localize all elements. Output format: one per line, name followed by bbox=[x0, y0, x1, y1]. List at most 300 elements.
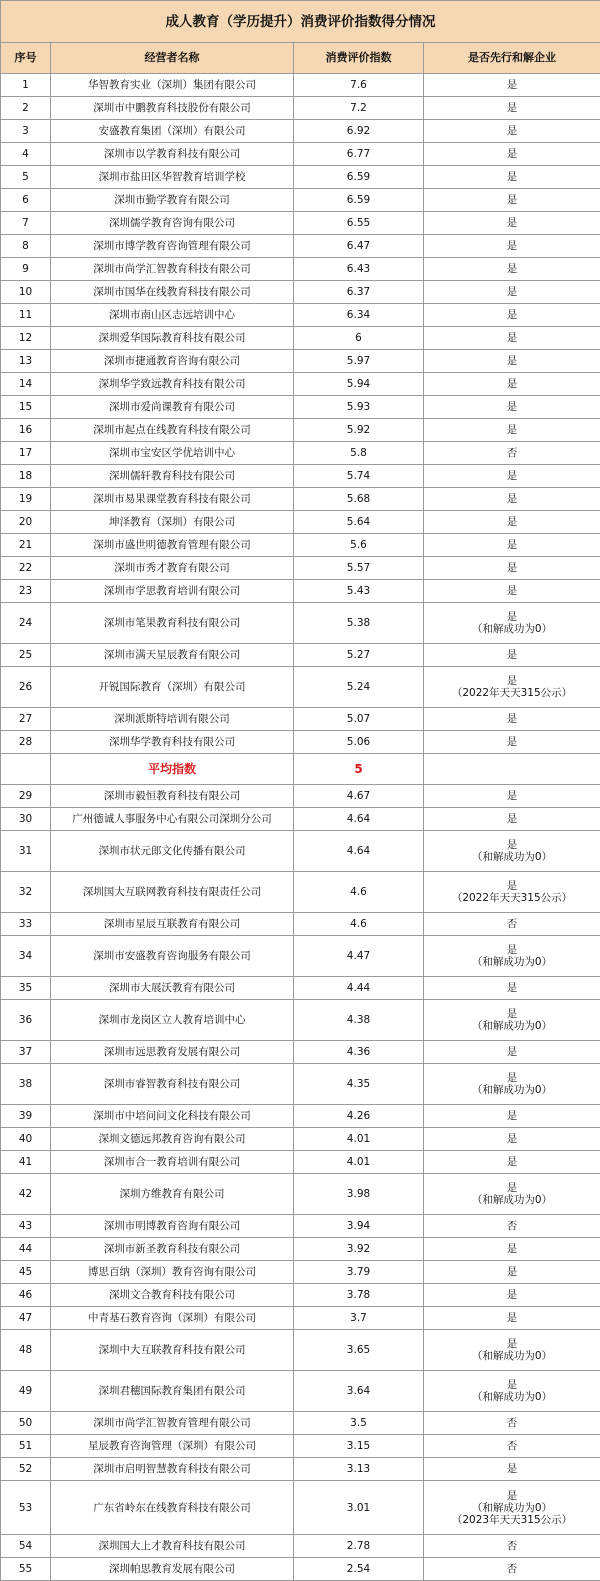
row-number: 12 bbox=[1, 327, 51, 350]
operator-name: 中青基石教育咨询（深圳）有限公司 bbox=[51, 1307, 294, 1330]
settlement-status: 是 bbox=[426, 813, 598, 825]
operator-name: 深圳市博学教育咨询管理有限公司 bbox=[51, 235, 294, 258]
operator-name: 华智教育实业（深圳）集团有限公司 bbox=[51, 74, 294, 97]
settlement-status: 是 bbox=[426, 79, 598, 91]
operator-name: 深圳华学致远教育科技有限公司 bbox=[51, 373, 294, 396]
header-index: 消费评价指数 bbox=[294, 43, 424, 74]
title-row bbox=[1, 1, 600, 43]
evaluation-index: 6.59 bbox=[294, 189, 424, 212]
table-row bbox=[1, 1558, 600, 1581]
operator-name: 深圳市以学教育科技有限公司 bbox=[51, 143, 294, 166]
operator-name: 深圳市明博教育咨询有限公司 bbox=[51, 1215, 294, 1238]
settlement-status: 是 bbox=[426, 125, 598, 137]
settlement-result bbox=[424, 1261, 600, 1284]
operator-name: 广州德诚人事服务中心有限公司深圳分公司 bbox=[51, 808, 294, 831]
settlement-result bbox=[424, 831, 600, 872]
settlement-status: 是 bbox=[426, 194, 598, 206]
row-number: 18 bbox=[1, 465, 51, 488]
operator-name: 深圳市毅恒教育科技有限公司 bbox=[51, 785, 294, 808]
row-number: 35 bbox=[1, 977, 51, 1000]
settlement-result bbox=[424, 1238, 600, 1261]
settlement-status: 是 bbox=[426, 378, 598, 390]
settlement-result bbox=[424, 785, 600, 808]
row-number: 28 bbox=[1, 731, 51, 754]
row-number: 27 bbox=[1, 708, 51, 731]
table-row bbox=[1, 1284, 600, 1307]
row-number: 46 bbox=[1, 1284, 51, 1307]
row-number: 10 bbox=[1, 281, 51, 304]
evaluation-index: 6.47 bbox=[294, 235, 424, 258]
table-row bbox=[1, 1435, 600, 1458]
table-row bbox=[1, 1174, 600, 1215]
row-number: 7 bbox=[1, 212, 51, 235]
table-row bbox=[1, 872, 600, 913]
row-number: 37 bbox=[1, 1041, 51, 1064]
evaluation-index: 3.79 bbox=[294, 1261, 424, 1284]
operator-name: 深圳市学思教育培训有限公司 bbox=[51, 580, 294, 603]
operator-name: 深圳市起点在线教育科技有限公司 bbox=[51, 419, 294, 442]
row-number: 24 bbox=[1, 603, 51, 644]
table-row bbox=[1, 143, 600, 166]
table-row bbox=[1, 235, 600, 258]
settlement-status: 否 bbox=[426, 447, 598, 459]
settlement-result bbox=[424, 1105, 600, 1128]
settlement-result bbox=[424, 644, 600, 667]
average-row bbox=[1, 754, 600, 785]
row-number: 17 bbox=[1, 442, 51, 465]
operator-name: 开锐国际教育（深圳）有限公司 bbox=[51, 667, 294, 708]
operator-name: 深圳市睿智教育科技有限公司 bbox=[51, 1064, 294, 1105]
evaluation-index: 4.44 bbox=[294, 977, 424, 1000]
evaluation-index: 3.78 bbox=[294, 1284, 424, 1307]
row-number: 14 bbox=[1, 373, 51, 396]
table-row bbox=[1, 731, 600, 754]
settlement-note: （和解成功为0） bbox=[426, 1194, 598, 1206]
operator-name: 深圳文合教育科技有限公司 bbox=[51, 1284, 294, 1307]
settlement-status: 是 bbox=[426, 470, 598, 482]
settlement-result bbox=[424, 603, 600, 644]
settlement-result bbox=[424, 1481, 600, 1535]
row-number: 2 bbox=[1, 97, 51, 120]
evaluation-index: 5.68 bbox=[294, 488, 424, 511]
evaluation-index: 6.92 bbox=[294, 120, 424, 143]
evaluation-index: 3.13 bbox=[294, 1458, 424, 1481]
evaluation-index: 5.27 bbox=[294, 644, 424, 667]
settlement-result bbox=[424, 1330, 600, 1371]
settlement-status: 否 bbox=[426, 1220, 598, 1232]
settlement-status: 是 bbox=[426, 611, 598, 623]
table-row bbox=[1, 258, 600, 281]
settlement-note: （和解成功为0） bbox=[426, 1084, 598, 1096]
settlement-result bbox=[424, 913, 600, 936]
table-row bbox=[1, 166, 600, 189]
settlement-status: 是 bbox=[426, 736, 598, 748]
evaluation-index: 6.55 bbox=[294, 212, 424, 235]
settlement-result bbox=[424, 396, 600, 419]
table-row bbox=[1, 281, 600, 304]
settlement-status: 是 bbox=[426, 332, 598, 344]
row-number: 34 bbox=[1, 936, 51, 977]
table-row bbox=[1, 1105, 600, 1128]
evaluation-index: 3.15 bbox=[294, 1435, 424, 1458]
operator-name: 深圳帕思教育发展有限公司 bbox=[51, 1558, 294, 1581]
settlement-result bbox=[424, 1307, 600, 1330]
settlement-result bbox=[424, 1000, 600, 1041]
evaluation-index: 3.92 bbox=[294, 1238, 424, 1261]
table-row bbox=[1, 1000, 600, 1041]
settlement-note: （2022年天天315公示） bbox=[426, 892, 598, 904]
evaluation-index: 5.06 bbox=[294, 731, 424, 754]
table-row bbox=[1, 808, 600, 831]
table-row bbox=[1, 488, 600, 511]
settlement-result bbox=[424, 442, 600, 465]
table-row bbox=[1, 1330, 600, 1371]
settlement-status: 是 bbox=[426, 562, 598, 574]
table-row bbox=[1, 708, 600, 731]
operator-name: 广东省岭东在线教育科技有限公司 bbox=[51, 1481, 294, 1535]
settlement-status: 是 bbox=[426, 1338, 598, 1350]
evaluation-index: 4.64 bbox=[294, 831, 424, 872]
evaluation-index: 5.6 bbox=[294, 534, 424, 557]
operator-name: 深圳爱华国际教育科技有限公司 bbox=[51, 327, 294, 350]
table-row bbox=[1, 120, 600, 143]
evaluation-index: 4.6 bbox=[294, 913, 424, 936]
row-number: 51 bbox=[1, 1435, 51, 1458]
table-row bbox=[1, 189, 600, 212]
settlement-result bbox=[424, 1064, 600, 1105]
row-number: 53 bbox=[1, 1481, 51, 1535]
settlement-status: 否 bbox=[426, 1417, 598, 1429]
operator-name: 深圳市秀才教育有限公司 bbox=[51, 557, 294, 580]
settlement-status: 是 bbox=[426, 982, 598, 994]
settlement-result bbox=[424, 120, 600, 143]
operator-name: 深圳市远思教育发展有限公司 bbox=[51, 1041, 294, 1064]
operator-name: 坤泽教育（深圳）有限公司 bbox=[51, 511, 294, 534]
table-row bbox=[1, 1535, 600, 1558]
settlement-note: （2023年天天315公示） bbox=[426, 1514, 598, 1526]
settlement-result bbox=[424, 1041, 600, 1064]
operator-name: 深圳国大互联网教育科技有限责任公司 bbox=[51, 872, 294, 913]
row-number: 47 bbox=[1, 1307, 51, 1330]
operator-name: 深圳市爱尚课教育有限公司 bbox=[51, 396, 294, 419]
average-label: 平均指数 bbox=[51, 754, 294, 785]
evaluation-index: 4.36 bbox=[294, 1041, 424, 1064]
row-number: 6 bbox=[1, 189, 51, 212]
row-number: 41 bbox=[1, 1151, 51, 1174]
evaluation-index: 5.74 bbox=[294, 465, 424, 488]
settlement-status: 是 bbox=[426, 880, 598, 892]
operator-name: 深圳市启明智慧教育科技有限公司 bbox=[51, 1458, 294, 1481]
settlement-result bbox=[424, 580, 600, 603]
header-name: 经营者名称 bbox=[51, 43, 294, 74]
operator-name: 深圳市尚学汇智教育管理有限公司 bbox=[51, 1412, 294, 1435]
settlement-status: 是 bbox=[426, 839, 598, 851]
settlement-result bbox=[424, 1412, 600, 1435]
rows-above-average bbox=[1, 74, 600, 754]
evaluation-index: 3.7 bbox=[294, 1307, 424, 1330]
header-no: 序号 bbox=[1, 43, 51, 74]
evaluation-index: 4.6 bbox=[294, 872, 424, 913]
evaluation-index: 6.77 bbox=[294, 143, 424, 166]
table-row bbox=[1, 327, 600, 350]
evaluation-index: 7.2 bbox=[294, 97, 424, 120]
table-row bbox=[1, 644, 600, 667]
operator-name: 深圳中大互联教育科技有限公司 bbox=[51, 1330, 294, 1371]
row-number: 55 bbox=[1, 1558, 51, 1581]
table-row bbox=[1, 1481, 600, 1535]
row-number: 31 bbox=[1, 831, 51, 872]
row-number: 44 bbox=[1, 1238, 51, 1261]
settlement-result bbox=[424, 872, 600, 913]
settlement-status: 是 bbox=[426, 240, 598, 252]
evaluation-index: 2.78 bbox=[294, 1535, 424, 1558]
operator-name: 深圳市尚学汇智教育科技有限公司 bbox=[51, 258, 294, 281]
operator-name: 安盛教育集团（深圳）有限公司 bbox=[51, 120, 294, 143]
settlement-result bbox=[424, 373, 600, 396]
evaluation-index: 3.98 bbox=[294, 1174, 424, 1215]
row-number: 15 bbox=[1, 396, 51, 419]
settlement-status: 是 bbox=[426, 1289, 598, 1301]
table-row bbox=[1, 350, 600, 373]
settlement-status: 是 bbox=[426, 1312, 598, 1324]
average-value: 5 bbox=[294, 754, 424, 785]
settlement-result bbox=[424, 419, 600, 442]
row-number: 5 bbox=[1, 166, 51, 189]
settlement-status: 是 bbox=[426, 1463, 598, 1475]
operator-name: 深圳文德远邦教育咨询有限公司 bbox=[51, 1128, 294, 1151]
table-row bbox=[1, 442, 600, 465]
operator-name: 深圳市宝安区学优培训中心 bbox=[51, 442, 294, 465]
table-row bbox=[1, 465, 600, 488]
row-number: 13 bbox=[1, 350, 51, 373]
table-row bbox=[1, 603, 600, 644]
settlement-result bbox=[424, 258, 600, 281]
settlement-result bbox=[424, 235, 600, 258]
table-row bbox=[1, 97, 600, 120]
evaluation-index: 4.67 bbox=[294, 785, 424, 808]
settlement-result bbox=[424, 1371, 600, 1412]
settlement-result bbox=[424, 327, 600, 350]
evaluation-index: 3.5 bbox=[294, 1412, 424, 1435]
settlement-result bbox=[424, 1151, 600, 1174]
header-result: 是否先行和解企业 bbox=[424, 43, 600, 74]
settlement-status: 是 bbox=[426, 355, 598, 367]
row-number: 8 bbox=[1, 235, 51, 258]
settlement-status: 是 bbox=[426, 1072, 598, 1084]
settlement-status: 是 bbox=[426, 1156, 598, 1168]
settlement-status: 是 bbox=[426, 401, 598, 413]
settlement-result bbox=[424, 212, 600, 235]
operator-name: 星辰教育咨询管理（深圳）有限公司 bbox=[51, 1435, 294, 1458]
table-row bbox=[1, 534, 600, 557]
table-row bbox=[1, 831, 600, 872]
row-number: 22 bbox=[1, 557, 51, 580]
settlement-status: 是 bbox=[426, 102, 598, 114]
evaluation-index: 5.43 bbox=[294, 580, 424, 603]
table-row bbox=[1, 1064, 600, 1105]
row-number: 52 bbox=[1, 1458, 51, 1481]
settlement-status: 是 bbox=[426, 675, 598, 687]
table-row bbox=[1, 1151, 600, 1174]
operator-name: 深圳华学教育科技有限公司 bbox=[51, 731, 294, 754]
operator-name: 深圳市中培问问文化科技有限公司 bbox=[51, 1105, 294, 1128]
evaluation-index: 2.54 bbox=[294, 1558, 424, 1581]
operator-name: 深圳市国华在线教育科技有限公司 bbox=[51, 281, 294, 304]
settlement-result bbox=[424, 281, 600, 304]
operator-name: 博思百纳（深圳）教育咨询有限公司 bbox=[51, 1261, 294, 1284]
evaluation-index: 4.64 bbox=[294, 808, 424, 831]
operator-name: 深圳市南山区志远培训中心 bbox=[51, 304, 294, 327]
row-number: 40 bbox=[1, 1128, 51, 1151]
row-number: 50 bbox=[1, 1412, 51, 1435]
table-row bbox=[1, 1215, 600, 1238]
evaluation-index: 5.8 bbox=[294, 442, 424, 465]
row-number: 20 bbox=[1, 511, 51, 534]
settlement-note: （和解成功为0） bbox=[426, 1502, 598, 1514]
settlement-result bbox=[424, 1458, 600, 1481]
settlement-status: 是 bbox=[426, 1182, 598, 1194]
operator-name: 深圳市盐田区华智教育培训学校 bbox=[51, 166, 294, 189]
settlement-status: 是 bbox=[426, 171, 598, 183]
settlement-result bbox=[424, 667, 600, 708]
evaluation-index: 3.94 bbox=[294, 1215, 424, 1238]
evaluation-index: 5.64 bbox=[294, 511, 424, 534]
operator-name: 深圳君穗国际教育集团有限公司 bbox=[51, 1371, 294, 1412]
row-number: 4 bbox=[1, 143, 51, 166]
table-row bbox=[1, 304, 600, 327]
row-number: 36 bbox=[1, 1000, 51, 1041]
settlement-status: 是 bbox=[426, 1046, 598, 1058]
row-number: 3 bbox=[1, 120, 51, 143]
settlement-result bbox=[424, 1558, 600, 1581]
row-number: 11 bbox=[1, 304, 51, 327]
row-number: 16 bbox=[1, 419, 51, 442]
settlement-status: 是 bbox=[426, 649, 598, 661]
row-number: 30 bbox=[1, 808, 51, 831]
row-number: 26 bbox=[1, 667, 51, 708]
settlement-status: 是 bbox=[426, 1379, 598, 1391]
table-row bbox=[1, 1412, 600, 1435]
operator-name: 深圳儒学教育咨询有限公司 bbox=[51, 212, 294, 235]
settlement-status: 是 bbox=[426, 1008, 598, 1020]
settlement-note: （2022年天天315公示） bbox=[426, 687, 598, 699]
evaluation-index: 3.64 bbox=[294, 1371, 424, 1412]
table-title: 成人教育（学历提升）消费评价指数得分情况 bbox=[1, 1, 600, 43]
table-row bbox=[1, 1371, 600, 1412]
evaluation-index: 5.97 bbox=[294, 350, 424, 373]
evaluation-index: 6 bbox=[294, 327, 424, 350]
operator-name: 深圳市星辰互联教育有限公司 bbox=[51, 913, 294, 936]
operator-name: 深圳市龙岗区立人教育培训中心 bbox=[51, 1000, 294, 1041]
table-row bbox=[1, 1238, 600, 1261]
settlement-result bbox=[424, 97, 600, 120]
evaluation-index: 3.65 bbox=[294, 1330, 424, 1371]
settlement-status: 是 bbox=[426, 309, 598, 321]
row-number: 9 bbox=[1, 258, 51, 281]
settlement-result bbox=[424, 511, 600, 534]
table-row bbox=[1, 1458, 600, 1481]
row-number: 33 bbox=[1, 913, 51, 936]
settlement-result bbox=[424, 1284, 600, 1307]
settlement-result bbox=[424, 534, 600, 557]
evaluation-index: 4.26 bbox=[294, 1105, 424, 1128]
settlement-note: （和解成功为0） bbox=[426, 1020, 598, 1032]
evaluation-index: 5.93 bbox=[294, 396, 424, 419]
table-row bbox=[1, 785, 600, 808]
operator-name: 深圳国大上才教育科技有限公司 bbox=[51, 1535, 294, 1558]
row-number: 32 bbox=[1, 872, 51, 913]
row-number: 38 bbox=[1, 1064, 51, 1105]
operator-name: 深圳市勤学教育有限公司 bbox=[51, 189, 294, 212]
row-number: 29 bbox=[1, 785, 51, 808]
row-number: 54 bbox=[1, 1535, 51, 1558]
settlement-status: 是 bbox=[426, 944, 598, 956]
settlement-status: 否 bbox=[426, 1440, 598, 1452]
settlement-result bbox=[424, 74, 600, 97]
evaluation-index: 5.57 bbox=[294, 557, 424, 580]
table-row bbox=[1, 580, 600, 603]
settlement-result bbox=[424, 1174, 600, 1215]
operator-name: 深圳市新圣教育科技有限公司 bbox=[51, 1238, 294, 1261]
table-row bbox=[1, 212, 600, 235]
evaluation-index: 4.47 bbox=[294, 936, 424, 977]
settlement-status: 否 bbox=[426, 1563, 598, 1575]
table-row bbox=[1, 74, 600, 97]
evaluation-index: 6.59 bbox=[294, 166, 424, 189]
settlement-result bbox=[424, 1435, 600, 1458]
settlement-result bbox=[424, 1215, 600, 1238]
table-row bbox=[1, 1307, 600, 1330]
settlement-note: （和解成功为0） bbox=[426, 1391, 598, 1403]
evaluation-index: 5.38 bbox=[294, 603, 424, 644]
settlement-result bbox=[424, 731, 600, 754]
settlement-status: 是 bbox=[426, 1133, 598, 1145]
evaluation-index: 6.37 bbox=[294, 281, 424, 304]
settlement-status: 是 bbox=[426, 263, 598, 275]
settlement-status: 是 bbox=[426, 286, 598, 298]
settlement-result bbox=[424, 304, 600, 327]
evaluation-index: 3.01 bbox=[294, 1481, 424, 1535]
operator-name: 深圳市合一教育培训有限公司 bbox=[51, 1151, 294, 1174]
evaluation-index: 5.94 bbox=[294, 373, 424, 396]
operator-name: 深圳市笔果教育科技有限公司 bbox=[51, 603, 294, 644]
evaluation-index: 4.38 bbox=[294, 1000, 424, 1041]
settlement-status: 是 bbox=[426, 493, 598, 505]
evaluation-index: 5.92 bbox=[294, 419, 424, 442]
average-result-cell bbox=[424, 754, 600, 785]
settlement-result bbox=[424, 488, 600, 511]
row-number: 1 bbox=[1, 74, 51, 97]
settlement-result bbox=[424, 1128, 600, 1151]
settlement-result bbox=[424, 936, 600, 977]
header-row bbox=[1, 43, 600, 74]
rows-below-average bbox=[1, 785, 600, 1581]
settlement-result bbox=[424, 350, 600, 373]
table-row bbox=[1, 557, 600, 580]
settlement-status: 是 bbox=[426, 217, 598, 229]
settlement-result bbox=[424, 166, 600, 189]
operator-name: 深圳市盛世明德教育管理有限公司 bbox=[51, 534, 294, 557]
settlement-result bbox=[424, 708, 600, 731]
settlement-status: 是 bbox=[426, 713, 598, 725]
evaluation-index: 5.24 bbox=[294, 667, 424, 708]
settlement-note: （和解成功为0） bbox=[426, 623, 598, 635]
evaluation-index: 5.07 bbox=[294, 708, 424, 731]
operator-name: 深圳市状元郎文化传播有限公司 bbox=[51, 831, 294, 872]
evaluation-index: 4.35 bbox=[294, 1064, 424, 1105]
operator-name: 深圳市安盛教育咨询服务有限公司 bbox=[51, 936, 294, 977]
settlement-status: 是 bbox=[426, 585, 598, 597]
